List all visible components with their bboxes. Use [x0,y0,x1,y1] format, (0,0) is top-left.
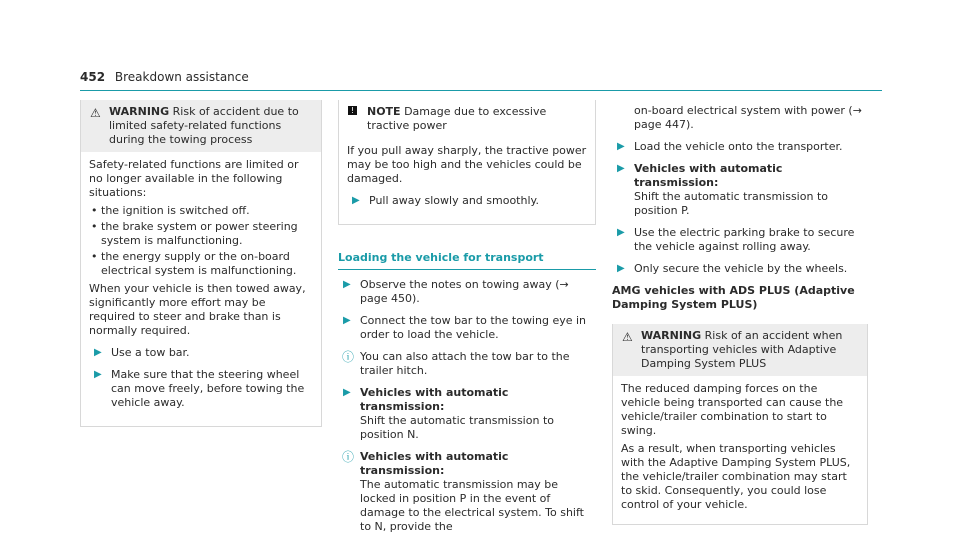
notice-text: If you pull away sharply, the tractive power may be too high and the vehicles could be damaged. [347,144,587,185]
step-item [338,386,596,442]
notice-icon: ! [348,106,357,115]
step-arrow-icon: ▶ [94,347,102,358]
warning-triangle-icon: ⚠ [90,106,101,120]
step-text: Observe the notes on towing away (→ page 450). [360,278,569,305]
step-text: Only secure the vehicle by the wheels. [634,262,848,275]
notice-body [339,138,595,224]
step-arrow-icon: ▶ [617,163,625,174]
step-item [89,368,313,410]
warning-para: The reduced damping forces on the vehicle being transported can cause the vehicle/trailer combination to start to swing. [621,382,844,437]
info-text: The automatic transmission may be locked in position P in the event of damage to the electrical system. To shift to N, provide the [360,478,584,533]
step-item [612,140,868,154]
step-arrow-icon: ▶ [352,195,360,206]
warning-intro: Safety-related functions are limited or no longer available in the following situations: [89,158,299,199]
step-item [612,162,868,218]
step-bold: Vehicles with automatic transmission: [360,386,509,413]
step-text: Shift the automatic transmission to position N. [360,414,554,441]
step-text: Make sure that the steering wheel can move freely, before towing the vehicle away. [111,368,305,409]
section-name: Breakdown assistance [114,70,249,84]
page-header [80,70,249,84]
step-text: Use a tow bar. [111,346,190,359]
page-number: 452 [80,70,106,84]
notice-label: NOTE [367,105,401,118]
warning-body [613,376,867,524]
step-text: Load the vehicle onto the transporter. [634,140,843,153]
warning-para: As a result, when transporting vehicles with the Adaptive Damping System PLUS, the vehicle/trailer combination may start to skid. Consequently, you could lose control of your vehicle. [621,442,851,511]
warning-label: WARNING [109,105,170,118]
info-icon: ⓘ [342,350,355,364]
step-item [338,314,596,342]
continued-text: on-board electrical system with power (→ page 447). [634,104,862,131]
info-icon: ⓘ [342,450,355,464]
warning-header [613,324,867,376]
warning-box-ads [612,324,868,525]
step-arrow-icon: ▶ [343,315,351,326]
bullet-item: • the ignition is switched off. [89,204,313,218]
warning-para: When your vehicle is then towed away, significantly more effort may be required to steer and brake than is normally required. [89,282,306,337]
step-bold: Vehicles with automatic transmission: [634,162,783,189]
notice-title: Damage due to excessive tractive power [367,105,547,132]
step-arrow-icon: ▶ [343,387,351,398]
warning-triangle-icon: ⚠ [622,330,633,344]
info-bold: Vehicles with automatic transmission: [360,450,509,477]
step-item [347,194,587,208]
info-text: You can also attach the tow bar to the trailer hitch. [360,350,570,377]
step-text: Pull away slowly and smoothly. [369,194,539,207]
step-arrow-icon: ▶ [617,141,625,152]
step-arrow-icon: ▶ [94,369,102,380]
warning-title: Risk of accident due to limited safety-related functions during the towing process [109,105,299,146]
warning-box-towing [80,100,322,427]
notice-header [339,100,595,138]
bullet-item: • the energy supply or the on-board electrical system is malfunctioning. [89,250,313,278]
warning-body [81,152,321,426]
step-arrow-icon: ▶ [617,263,625,274]
column-2 [338,100,596,542]
step-arrow-icon: ▶ [617,227,625,238]
section-title-loading: Loading the vehicle for transport [338,251,596,270]
step-item [612,226,868,254]
column-1 [80,100,322,427]
column-3 [612,100,868,525]
notice-box [338,100,596,225]
amg-heading: AMG vehicles with ADS PLUS (Adaptive Damping System PLUS) [612,284,855,311]
step-text: Connect the tow bar to the towing eye in order to load the vehicle. [360,314,587,341]
step-item [89,346,313,360]
warning-label: WARNING [641,329,702,342]
warning-header [81,100,321,152]
step-arrow-icon: ▶ [343,279,351,290]
bullet-item: • the brake system or power steering system is malfunctioning. [89,220,313,248]
step-item [338,278,596,306]
warning-title: Risk of an accident when transporting vehicles with Adaptive Damping System PLUS [641,329,843,370]
info-note [338,350,596,378]
warning-bullets [89,204,313,278]
step-text: Shift the automatic transmission to position P. [634,190,828,217]
step-text: Use the electric parking brake to secure the vehicle against rolling away. [634,226,855,253]
info-note [338,450,596,534]
step-item [612,262,868,276]
header-rule [80,90,882,91]
